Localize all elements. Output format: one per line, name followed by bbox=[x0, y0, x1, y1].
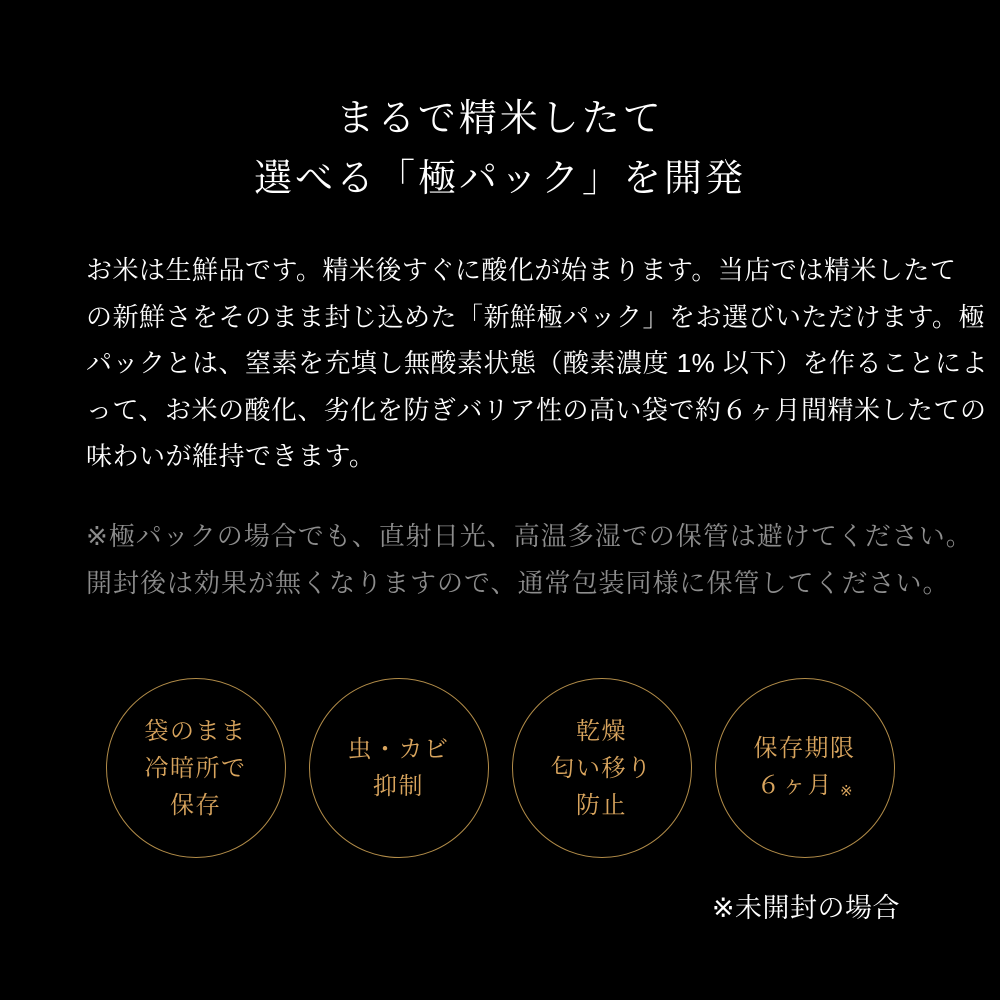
description-line: って、お米の酸化、劣化を防ぎバリア性の高い袋で約６ヶ月間精米したての bbox=[86, 394, 987, 425]
caution-note bbox=[86, 513, 973, 607]
description-line: 味わいが維持できます。 bbox=[86, 441, 376, 471]
feature-text bbox=[756, 767, 852, 807]
feature-circle-storage bbox=[106, 678, 286, 858]
feature-text-months: ６ヶ月 bbox=[756, 771, 833, 799]
caution-note-line: ※極パックの場合でも、直射日光、高温多湿での保管は避けてください。 bbox=[86, 521, 973, 551]
feature-text: 抑制 bbox=[373, 773, 424, 800]
feature-circle-shelf-life bbox=[715, 678, 895, 858]
feature-circle-dryness-odor bbox=[512, 678, 692, 858]
feature-text: 匂い移り bbox=[550, 754, 653, 782]
feature-text: 保存期限 bbox=[753, 734, 856, 762]
feature-text: 保存 bbox=[170, 791, 221, 819]
page-title-line-1: まるで精米したて bbox=[336, 98, 664, 140]
feature-text: 乾燥 bbox=[576, 717, 627, 745]
feature-text: 防止 bbox=[576, 791, 627, 819]
feature-text: 袋のまま bbox=[144, 717, 247, 745]
asterisk-reference-mark: ※ bbox=[839, 782, 853, 800]
feature-text: 虫・カビ bbox=[347, 736, 450, 763]
description-line: の新鮮さをそのまま封じ込めた「新鮮極パック」をお選びいただけます。極 bbox=[86, 301, 985, 332]
page-title-line-2: 選べる「極パック」を開発 bbox=[253, 158, 746, 200]
caution-note-line: 開封後は効果が無くなりますので、通常包装同様に保管してください。 bbox=[86, 568, 950, 598]
feature-circle-row bbox=[0, 678, 1000, 858]
description-paragraph bbox=[86, 247, 989, 480]
feature-text: 冷暗所で bbox=[144, 754, 247, 782]
description-line: パックとは、窒素を充填し無酸素状態（酸素濃度 1% 以下）を作ることによ bbox=[86, 348, 989, 378]
footnote-unopened-condition: ※未開封の場合 bbox=[711, 893, 900, 923]
description-line: お米は生鮮品です。精米後すぐに酸化が始まります。当店では精米したて bbox=[86, 255, 957, 285]
feature-circle-pest-control bbox=[309, 678, 489, 858]
